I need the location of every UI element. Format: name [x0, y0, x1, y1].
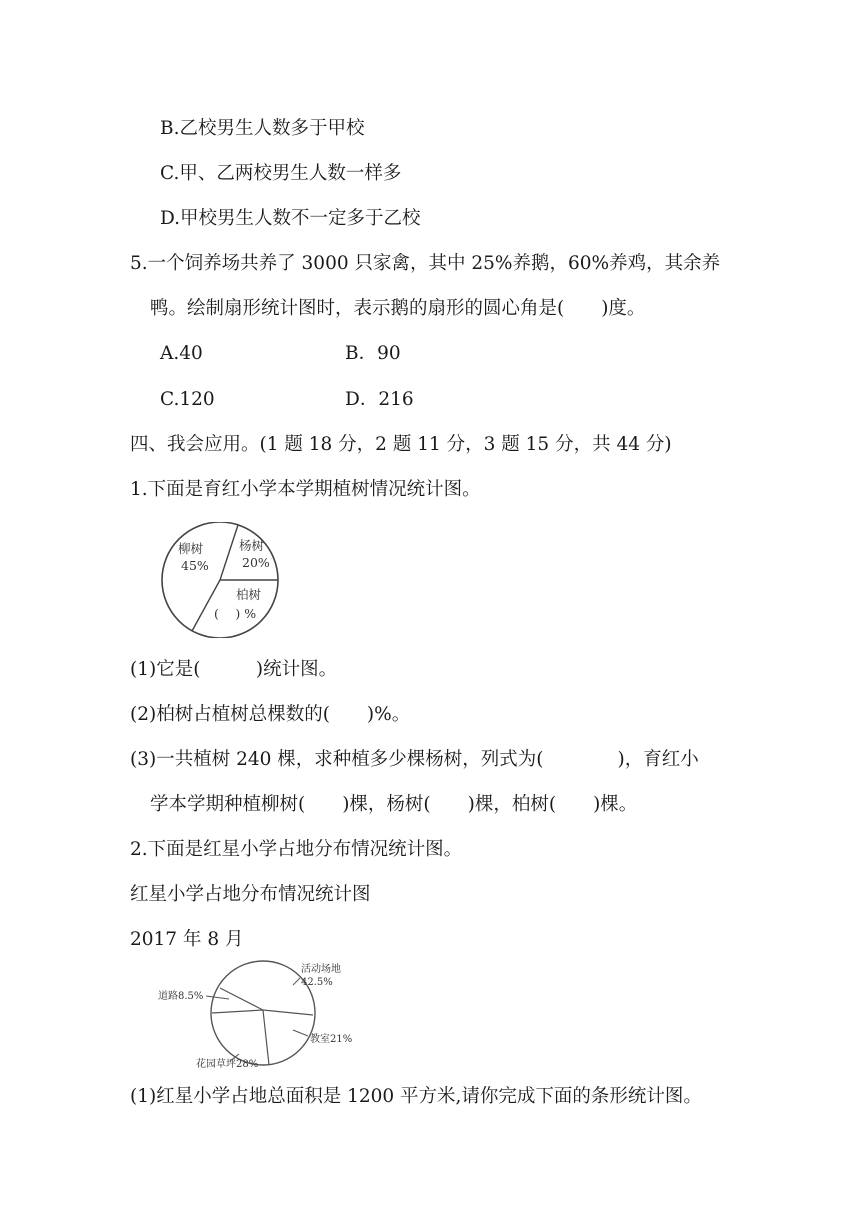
q4-option-c: C.甲、乙两校男生人数一样多	[160, 163, 402, 184]
poplar-percent: 20%	[242, 555, 270, 570]
q5-option-c: C.120	[160, 389, 215, 410]
q5-option-d: D．216	[345, 389, 414, 410]
land-use-pie-chart	[150, 958, 370, 1074]
field-label: 活动场地	[301, 964, 341, 975]
land-pie-divider-garden	[263, 1010, 269, 1065]
road-label: 道路8.5%	[158, 991, 204, 1002]
garden-label: 花园草坪28%	[196, 1059, 259, 1070]
land-pie-divider-classroom	[263, 1010, 313, 1015]
p2-question-1: (1)红星小学占地总面积是 1200 平方米,请你完成下面的条形统计图。	[130, 1086, 702, 1107]
cypress-percent: ( ) %	[214, 606, 257, 621]
land-pie-divider-road-bottom	[212, 1010, 263, 1013]
tree-pie-chart	[150, 522, 290, 638]
p2-chart-date: 2017 年 8 月	[130, 929, 244, 950]
classroom-label: 教室21%	[310, 1034, 353, 1045]
p2-intro: 2.下面是红星小学占地分布情况统计图。	[130, 839, 463, 860]
field-percent: 42.5%	[301, 977, 333, 988]
p1-question-1: (1)它是( )统计图。	[130, 659, 338, 680]
p2-chart-title: 红星小学占地分布情况统计图	[130, 884, 371, 905]
poplar-label: 杨树	[239, 538, 265, 553]
cypress-label: 柏树	[236, 587, 262, 602]
p1-question-3-line1: (3)一共植树 240 棵，求种植多少棵杨树，列式为( )，育红小	[130, 749, 699, 770]
section4-heading: 四、我会应用。(1 题 18 分，2 题 11 分，3 题 15 分，共 44 分)	[130, 434, 672, 455]
p1-question-3-line2: 学本学期种植柳树( )棵，杨树( )棵，柏树( )棵。	[150, 794, 638, 815]
p1-intro: 1.下面是育红小学本学期植树情况统计图。	[130, 479, 481, 500]
q5-text-line2: 鸭。绘制扇形统计图时，表示鹅的扇形的圆心角是( )度。	[150, 298, 646, 319]
q4-option-b: B.乙校男生人数多于甲校	[160, 118, 365, 139]
willow-label: 柳树	[178, 541, 204, 556]
q5-text-line1: 5.一个饲养场共养了 3000 只家禽，其中 25%养鹅，60%养鸡，其余养	[130, 253, 721, 274]
road-leader-line	[206, 996, 229, 999]
tree-pie-divider-poplar	[220, 525, 238, 580]
field-leader-line	[293, 978, 300, 985]
q5-option-a: A.40	[160, 343, 203, 364]
classroom-leader-line	[293, 1030, 308, 1036]
q4-option-d: D.甲校男生人数不一定多于乙校	[160, 208, 421, 229]
willow-percent: 45%	[181, 558, 209, 573]
p1-question-2: (2)柏树占植树总棵数的( )%。	[130, 704, 411, 725]
q5-option-b: B．90	[345, 343, 401, 364]
